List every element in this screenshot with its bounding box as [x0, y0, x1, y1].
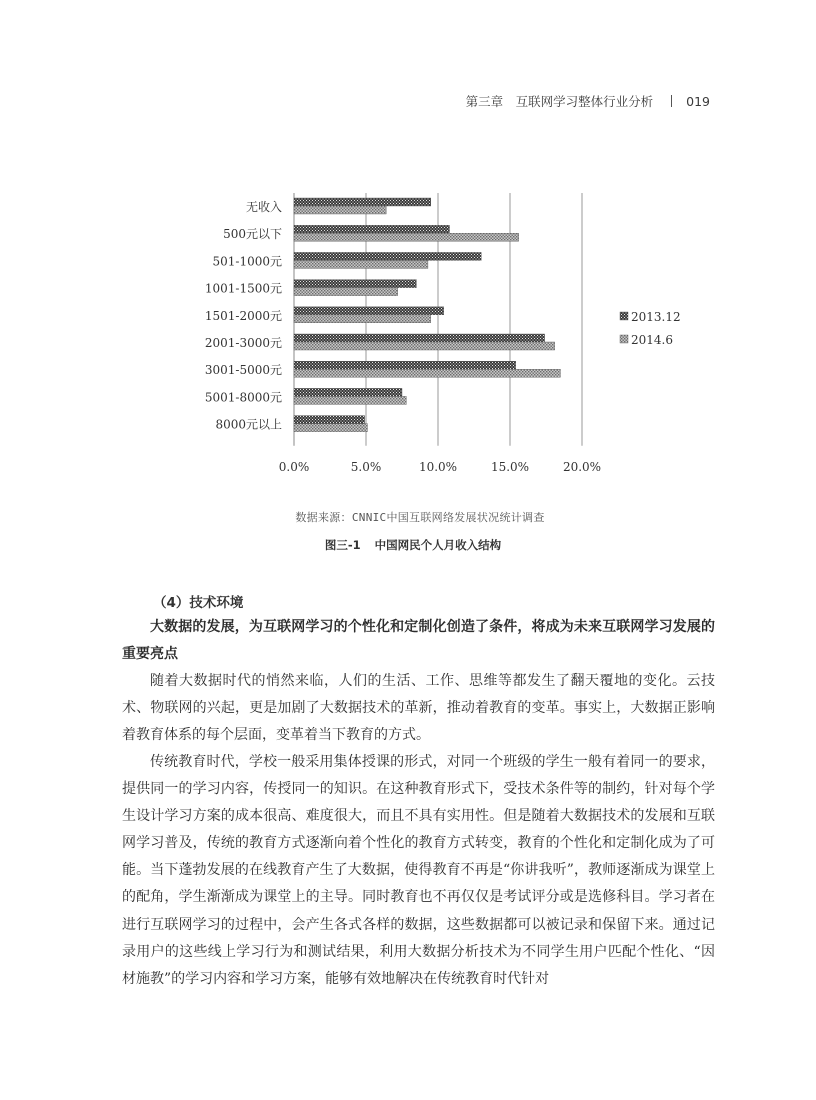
bar-2013.12-1001-1500元	[294, 280, 416, 288]
category-label: 500元以下	[223, 227, 282, 242]
figure-source: 数据来源：CNNIC中国互联网络发展状况统计调查	[295, 511, 545, 524]
header-divider	[671, 95, 672, 107]
bar-2013.12-8000元以上	[294, 416, 365, 424]
body-paragraph-2: 传统教育时代，学校一般采用集体授课的形式，对同一个班级的学生一般有着同一的要求，提供同一的学习内容，传授同一的知识。在这种教育形式下，受技术条件等的制约，针对每个学生设计学习方案的成本很高、难度很大，而且不具有实用性。但是随着大数据技术的发展和互联网学习普及，传统的教育方式逐渐向着个性化的教育方式转变，教育的个性化和定制化成为了可能。当下蓬勃发展的在线教育产生了大数据，使得教育不再是“你讲我听”，教师逐渐成为课堂上的配角，学生渐渐成为课堂上的主导。同时教育也不再仅仅是考试评分或是选修科目。学习者在进行互联网学习的过程中，会产生各式各样的数据，这些数据都可以被记录和保留下来。通过记录用户的这些线上学习行为和测试结果，利用大数据分析技术为不同学生用户匹配个性化、“因材施教”的学习内容和学习方案，能够有效地解决在传统教育时代针对	[122, 754, 715, 987]
page-number: 019	[686, 93, 710, 109]
bar-2013.12-1501-2000元	[294, 307, 444, 315]
bar-2014.6-1001-1500元	[294, 288, 398, 296]
figure-title: 中国网民个人月收入结构	[374, 538, 502, 552]
bar-2014.6-500元以下	[294, 233, 519, 241]
bar-2013.12-500元以下	[294, 225, 450, 233]
x-tick-label: 15.0%	[490, 459, 530, 474]
category-label: 1501-2000元	[204, 308, 282, 323]
legend-label-2013.12: 2013.12	[631, 310, 681, 324]
x-tick-label: 0.0%	[278, 459, 310, 474]
x-tick-label: 5.0%	[350, 459, 382, 474]
bar-2014.6-501-1000元	[294, 260, 428, 268]
figure-number: 图三-1	[324, 538, 361, 552]
bar-2014.6-2001-3000元	[294, 342, 555, 350]
bar-2014.6-1501-2000元	[294, 315, 431, 323]
body-paragraph-1: 随着大数据时代的悄然来临，人们的生活、工作、思维等都发生了翻天覆地的变化。云技术、物联网的兴起，更是加剧了大数据技术的革新，推动着教育的变革。事实上，大数据正影响着教育体系的每个层面，变革着当下教育的方式。	[122, 673, 715, 744]
category-label: 5001-8000元	[204, 390, 282, 405]
bar-2013.12-5001-8000元	[294, 388, 402, 396]
category-label: 8000元以上	[215, 417, 282, 432]
figure-caption	[0, 537, 816, 553]
bar-2013.12-2001-3000元	[294, 334, 545, 342]
category-label: 2001-3000元	[204, 336, 282, 350]
legend-swatch-2014.6	[620, 335, 628, 343]
bar-2013.12-501-1000元	[294, 252, 481, 260]
legend-label-2014.6: 2014.6	[631, 333, 673, 347]
category-label: 1001-1500元	[204, 281, 282, 296]
chart-legend	[620, 310, 681, 347]
bar-2014.6-无收入	[294, 206, 386, 214]
lead-paragraph: 大数据的发展，为互联网学习的个性化和定制化创造了条件，将成为未来互联网学习发展的重要亮点	[122, 619, 715, 662]
running-header	[466, 92, 710, 110]
bar-2014.6-5001-8000元	[294, 396, 406, 404]
legend-swatch-2013.12	[620, 312, 628, 320]
bar-2013.12-无收入	[294, 198, 431, 206]
section-heading: （4）技术环境	[153, 595, 244, 611]
bar-2014.6-8000元以上	[294, 424, 367, 432]
bar-2013.12-3001-5000元	[294, 361, 516, 369]
chart-bars	[294, 198, 560, 432]
category-label: 501-1000元	[212, 254, 282, 269]
x-tick-label: 20.0%	[562, 459, 602, 474]
category-label: 无收入	[245, 200, 282, 214]
x-tick-label: 10.0%	[418, 459, 458, 474]
category-label: 3001-5000元	[204, 363, 282, 378]
bar-2014.6-3001-5000元	[294, 369, 560, 377]
income-bar-chart	[195, 185, 735, 475]
chapter-title: 第三章 互联网学习整体行业分析	[465, 94, 654, 109]
